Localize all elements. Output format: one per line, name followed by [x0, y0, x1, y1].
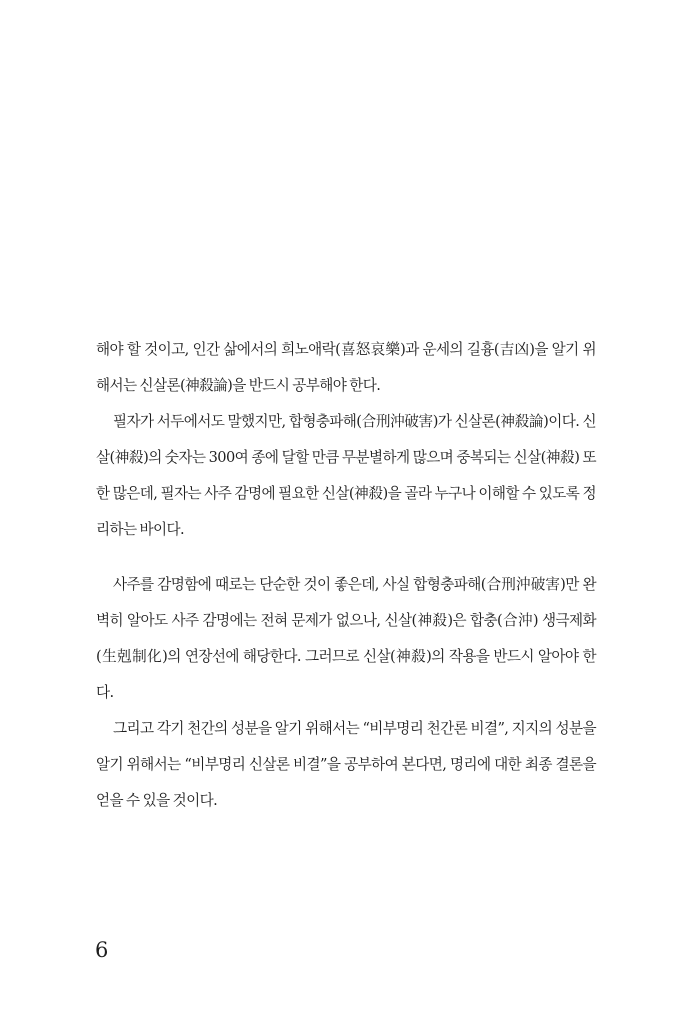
paragraph: 사주를 감명함에 때로는 단순한 것이 좋은데, 사실 합형충파해(合刑沖破害)만 완벽히 알아도 사주 감명에는 전혀 문제가 없으나, 신살(神殺)은 합충(合沖) 생극제화(生剋制化)의 연장선에 해당한다. 그러므로 신살(神殺)의 작용을 반드시 알아야 한다.	[96, 576, 596, 701]
paragraph: 해야 할 것이고, 인간 삶에서의 희노애락(喜怒哀樂)과 운세의 길흉(吉凶)을 알기 위해서는 신살론(神殺論)을 반드시 공부해야 한다.	[96, 341, 596, 394]
page-number: 6	[95, 938, 109, 962]
text-section-2	[96, 567, 596, 819]
paragraph: 필자가 서두에서도 말했지만, 합형충파해(合刑沖破害)가 신살론(神殺論)이다. 신살(神殺)의 숫자는 300여 종에 달할 만큼 무분별하게 많으며 중복되는 신살(神殺) 또한 많은데, 필자는 사주 감명에 필요한 신살(神殺)을 골라 누구나 이해할 수 있도록 정리하는 바이다.	[96, 413, 596, 538]
text-section-1	[96, 332, 596, 548]
paragraph: 그리고 각기 천간의 성분을 알기 위해서는 “비부명리 천간론 비결”, 지지의 성분을 알기 위해서는 “비부명리 신살론 비결”을 공부하여 본다면, 명리에 대한 최종 결론을 얻을 수 있을 것이다.	[96, 720, 596, 809]
